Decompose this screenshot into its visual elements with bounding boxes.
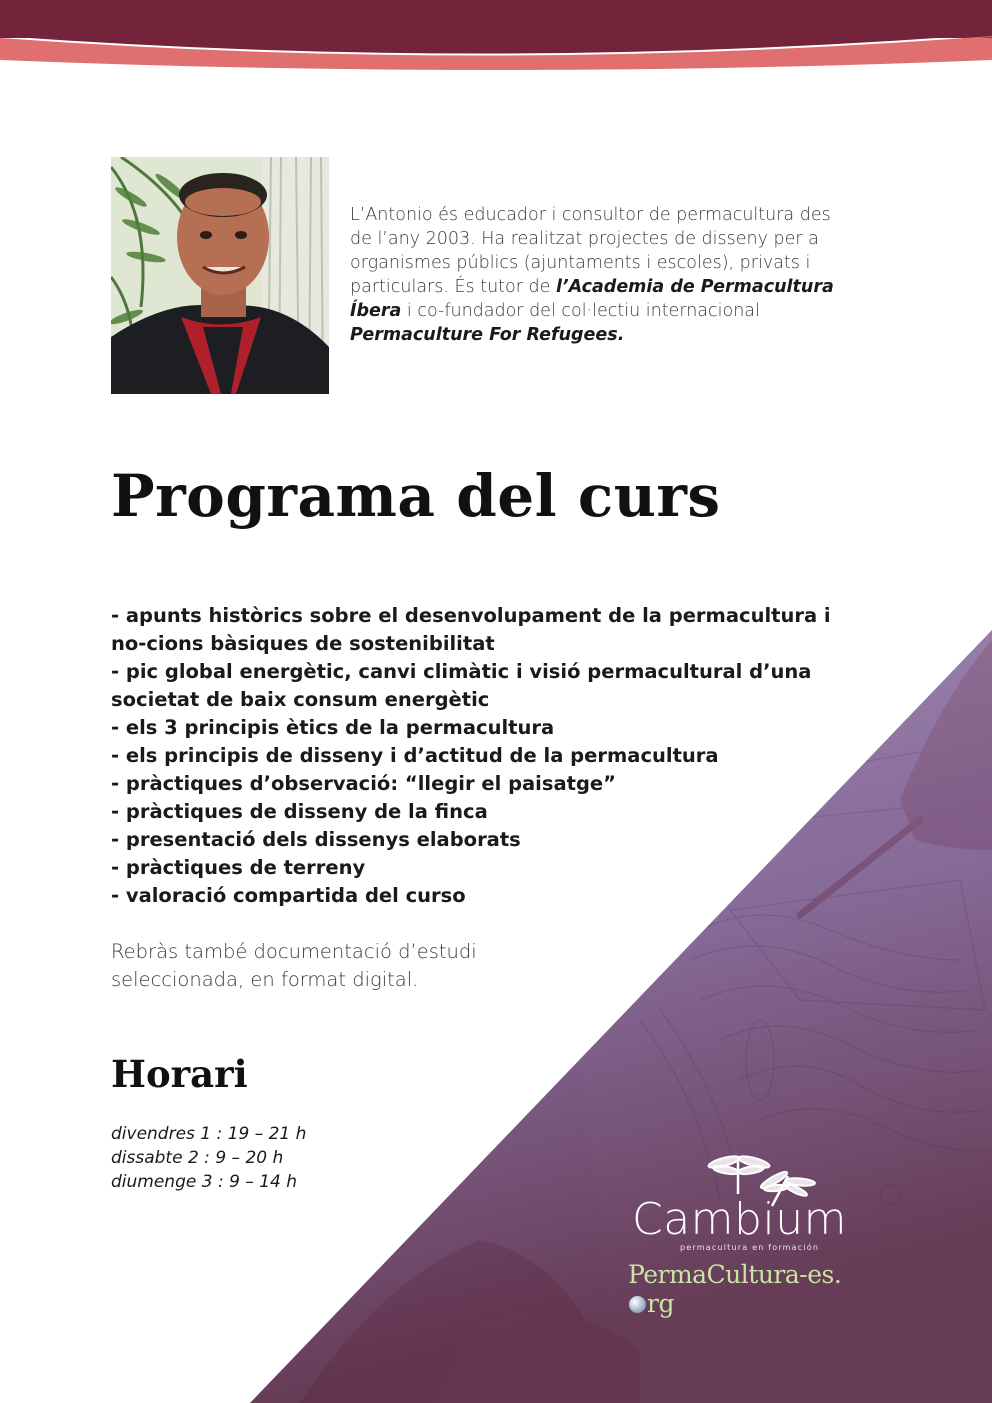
cambium-logo [622, 1150, 852, 1318]
schedule-item: dissabte 2 : 9 – 20 h [111, 1148, 284, 1168]
academy-name: l’Academia de Permacultura Íbera [350, 277, 834, 321]
documentation-note: Rebràs també documentació d’estudi seleccionada, en format digital. [111, 940, 477, 991]
program-list [111, 602, 871, 910]
schedule-list [111, 1122, 306, 1194]
list-item: - valoració compartida del curso [111, 884, 466, 907]
list-item: - apunts històrics sobre el desenvolupament de la permacultura i no-cions bàsiques de sostenibilitat [111, 604, 831, 655]
logo-tagline: permacultura en formación [680, 1243, 820, 1252]
portrait-photo [111, 157, 329, 394]
program-title: Programa del curs [111, 462, 721, 530]
list-item: - els principis de disseny i d’actitud de la permacultura [111, 744, 719, 767]
logo-name: Cambium [632, 1194, 847, 1245]
schedule-title: Horari [111, 1052, 248, 1096]
logo-website-part1: PermaCultura-es. [628, 1260, 842, 1289]
bio-text-intro: L’Antonio és educador i consultor de permacultura des de l’any 2003. Ha realitzat projectes de disseny per a organismes públics (ajuntaments i escoles), privats i particulars. És tutor de [350, 205, 831, 297]
schedule-item: divendres 1 : 19 – 21 h [111, 1124, 307, 1144]
logo-website-part2: rg [647, 1289, 674, 1318]
list-item: - pràctiques de terreny [111, 856, 366, 879]
list-item: - pic global energètic, canvi climàtic i visió permacultural d’una societat de baix consum energètic [111, 660, 812, 711]
logo-website [628, 1260, 852, 1318]
list-item: - presentació dels dissenys elaborats [111, 828, 521, 851]
collective-name: Permaculture For Refugees. [350, 325, 625, 345]
list-item: - pràctiques de disseny de la finca [111, 800, 488, 823]
schedule-item: diumenge 3 : 9 – 14 h [111, 1172, 298, 1192]
list-item: - els 3 principis ètics de la permacultura [111, 716, 555, 739]
list-item: - pràctiques d’observació: “llegir el paisatge” [111, 772, 616, 795]
globe-icon [629, 1296, 646, 1313]
bio-text-middle: i co-fundador del col·lectiu internacional [401, 301, 760, 321]
bio-text [350, 203, 850, 347]
